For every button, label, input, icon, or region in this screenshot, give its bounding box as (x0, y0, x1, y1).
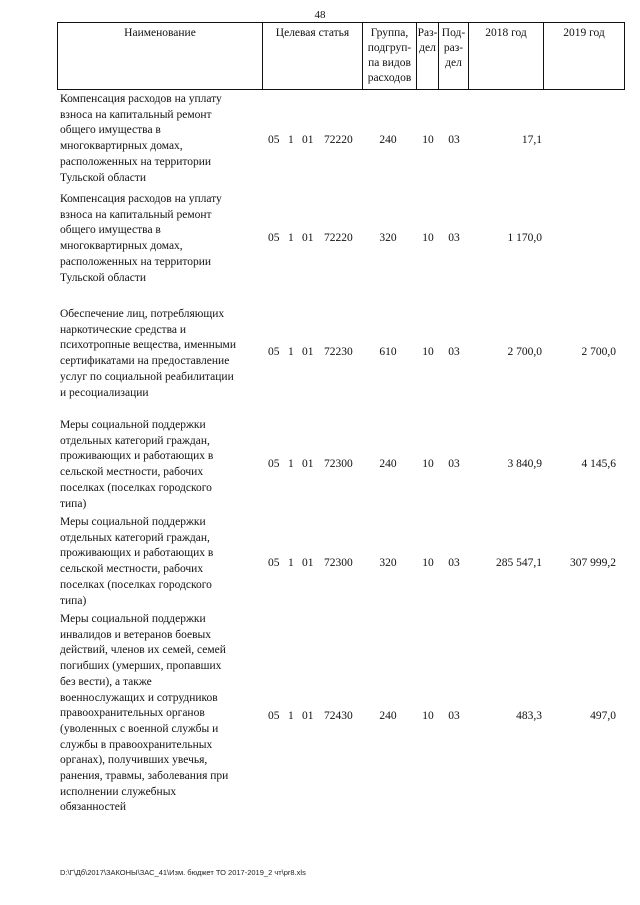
value-2018: 17,1 (521, 134, 542, 146)
target-part-1: 05 (268, 557, 280, 569)
target-part-1: 05 (268, 232, 280, 244)
page-number: 48 (314, 9, 326, 21)
podrazdel-code: 03 (448, 232, 460, 244)
target-part-4: 72220 (324, 134, 353, 146)
group-code: 240 (379, 134, 397, 146)
target-part-3: 01 (302, 710, 314, 722)
group-code: 320 (379, 232, 397, 244)
group-code: 240 (379, 710, 397, 722)
razdel-code: 10 (422, 557, 434, 569)
target-part-3: 01 (302, 458, 314, 470)
header-podrazdel: Под- раз- дел (438, 23, 468, 89)
value-2019: 497,0 (590, 710, 616, 722)
podrazdel-code: 03 (448, 710, 460, 722)
target-part-3: 01 (302, 232, 314, 244)
group-code: 240 (379, 458, 397, 470)
group-code: 610 (379, 346, 397, 358)
target-part-4: 72300 (324, 557, 353, 569)
header-group: Группа, подгруп- па видов расходов (362, 23, 416, 89)
value-2018: 1 170,0 (507, 232, 542, 244)
value-2019: 4 145,6 (581, 458, 616, 470)
value-2019: 307 999,2 (570, 557, 616, 569)
header-target: Целевая статья (262, 23, 362, 89)
target-part-4: 72220 (324, 232, 353, 244)
target-part-2: 1 (288, 458, 294, 470)
value-2019: 2 700,0 (581, 346, 616, 358)
target-part-3: 01 (302, 557, 314, 569)
value-2018: 3 840,9 (507, 458, 542, 470)
row-name: Компенсация расходов на уплату взноса на капитальный ремонт общего имущества в многоквартирных домах, расположенных на территории Тульской области (60, 93, 222, 184)
target-part-2: 1 (288, 710, 294, 722)
target-part-2: 1 (288, 232, 294, 244)
target-part-1: 05 (268, 134, 280, 146)
header-name: Наименование (57, 23, 262, 89)
row-name: Меры социальной поддержки инвалидов и ветеранов боевых действий, членов их семей, семей погибших (умерших, пропавших без вести), а также военнослужащих и сотрудников правоохранительных органов (уволенных с военной службы и службы в правоохранительных органах), получивших увечья, ранения, травмы, заболевания при исполнении служебных обязанностей (60, 613, 229, 814)
target-part-4: 72300 (324, 458, 353, 470)
razdel-code: 10 (422, 232, 434, 244)
value-2018: 2 700,0 (507, 346, 542, 358)
target-part-3: 01 (302, 346, 314, 358)
razdel-code: 10 (422, 134, 434, 146)
value-2018: 285 547,1 (496, 557, 542, 569)
row-name: Меры социальной поддержки отдельных категорий граждан, проживающих и работающих в сельской местности, рабочих поселках (поселках городского типа) (60, 419, 214, 510)
table-header (57, 22, 625, 90)
target-part-1: 05 (268, 346, 280, 358)
header-2018: 2018 год (468, 23, 543, 89)
razdel-code: 10 (422, 710, 434, 722)
podrazdel-code: 03 (448, 458, 460, 470)
podrazdel-code: 03 (448, 346, 460, 358)
row-name: Компенсация расходов на уплату взноса на капитальный ремонт общего имущества в многоквартирных домах, расположенных на территории Тульской области (60, 193, 222, 284)
row-name: Меры социальной поддержки отдельных категорий граждан, проживающих и работающих в сельской местности, рабочих поселках (поселках городского типа) (60, 516, 214, 607)
target-part-1: 05 (268, 458, 280, 470)
header-razdel: Раз- дел (416, 23, 438, 89)
target-part-2: 1 (288, 134, 294, 146)
group-code: 320 (379, 557, 397, 569)
podrazdel-code: 03 (448, 557, 460, 569)
target-part-2: 1 (288, 557, 294, 569)
razdel-code: 10 (422, 346, 434, 358)
header-2019: 2019 год (543, 23, 625, 89)
razdel-code: 10 (422, 458, 434, 470)
value-2018: 483,3 (516, 710, 542, 722)
file-path-footer: D:\Г\Дб\2017\ЗАКОНЫ\ЗАС_41\Изм. бюджет ТО 2017-2019_2 чт\pr8.xls (60, 868, 306, 877)
podrazdel-code: 03 (448, 134, 460, 146)
target-part-4: 72430 (324, 710, 353, 722)
target-part-4: 72230 (324, 346, 353, 358)
target-part-1: 05 (268, 710, 280, 722)
row-name: Обеспечение лиц, потребляющих наркотические средства и психотропные вещества, именными сертификатами на предоставление услуг по социальной реабилитации и ресоциализации (60, 308, 236, 399)
target-part-2: 1 (288, 346, 294, 358)
target-part-3: 01 (302, 134, 314, 146)
